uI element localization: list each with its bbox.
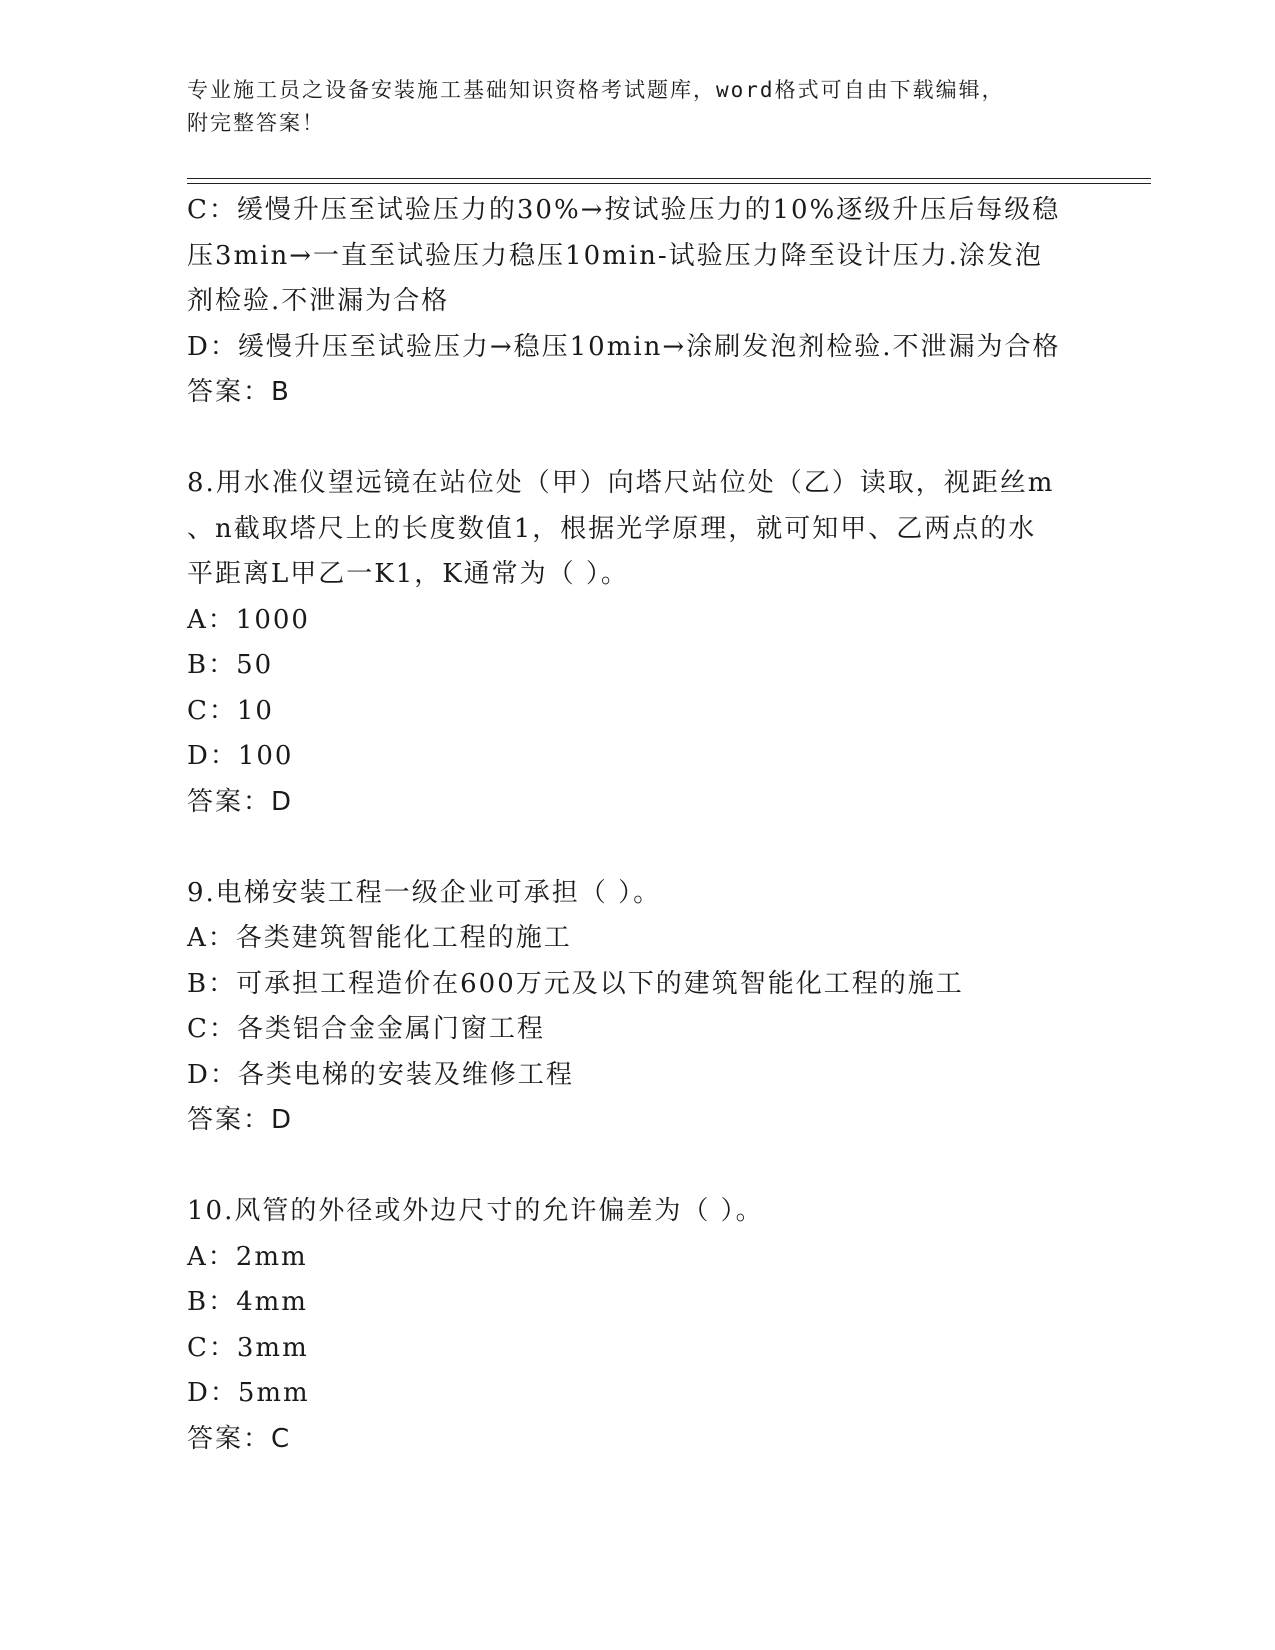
option-d: D：各类电梯的安装及维修工程 [187, 1059, 574, 1090]
option-d: D：100 [187, 741, 294, 771]
spacer [187, 1144, 1117, 1190]
question-stem-line-3: 平距离L甲乙一K1，K通常为（ ）。 [187, 559, 629, 589]
answer-line: 答案：B [187, 377, 291, 407]
question-7-tail [187, 188, 1117, 416]
option-a: A：各类建筑智能化工程的施工 [187, 923, 572, 953]
header-divider-top [187, 178, 1151, 179]
document-header [187, 74, 1067, 140]
option-b: B：可承担工程造价在600万元及以下的建筑智能化工程的施工 [187, 968, 964, 999]
spacer [187, 416, 1117, 462]
option-d: D：5mm [187, 1378, 310, 1408]
answer-line: 答案：C [187, 1423, 292, 1454]
question-9 [187, 871, 1117, 1144]
header-divider-bottom [187, 183, 1151, 184]
question-8 [187, 461, 1117, 825]
option-b: B：4mm [187, 1287, 308, 1317]
option-c: C：各类铝合金金属门窗工程 [187, 1014, 545, 1044]
spacer [187, 825, 1117, 871]
option-c: C：3mm [187, 1332, 309, 1363]
question-stem-line-1: 8.用水准仪望远镜在站位处（甲）向塔尺站位处（乙）读取，视距丝m [187, 468, 1055, 498]
option-a: A：2mm [187, 1241, 308, 1272]
answer-line: 答案：D [187, 1105, 294, 1135]
option-d: D：缓慢升压至试验压力→稳压10min→涂刷发泡剂检验.不泄漏为合格 [187, 331, 1061, 362]
option-b: B：50 [187, 650, 274, 680]
question-stem: 9.电梯安装工程一级企业可承担（ ）。 [187, 877, 662, 908]
question-list [187, 188, 1117, 1462]
question-stem: 10.风管的外径或外边尺寸的允许偏差为（ ）。 [187, 1196, 764, 1226]
header-line-1: 专业施工员之设备安装施工基础知识资格考试题库，word格式可自由下载编辑， [187, 78, 1005, 102]
question-stem-line-2: 、n截取塔尺上的长度数值1，根据光学原理，就可知甲、乙两点的水 [187, 513, 1037, 544]
question-10 [187, 1189, 1117, 1462]
option-c-line-1: C：缓慢升压至试验压力的30%→按试验压力的10%逐级升压后每级稳 [187, 195, 1061, 225]
option-a: A：1000 [187, 604, 310, 635]
header-line-2: 附完整答案！ [187, 111, 325, 135]
option-c-line-3: 剂检验.不泄漏为合格 [187, 286, 450, 316]
option-c: C：10 [187, 695, 274, 726]
answer-line: 答案：D [187, 786, 294, 817]
option-c-line-2: 压3min→一直至试验压力稳压10min-试验压力降至设计压力.涂发泡 [187, 240, 1043, 271]
